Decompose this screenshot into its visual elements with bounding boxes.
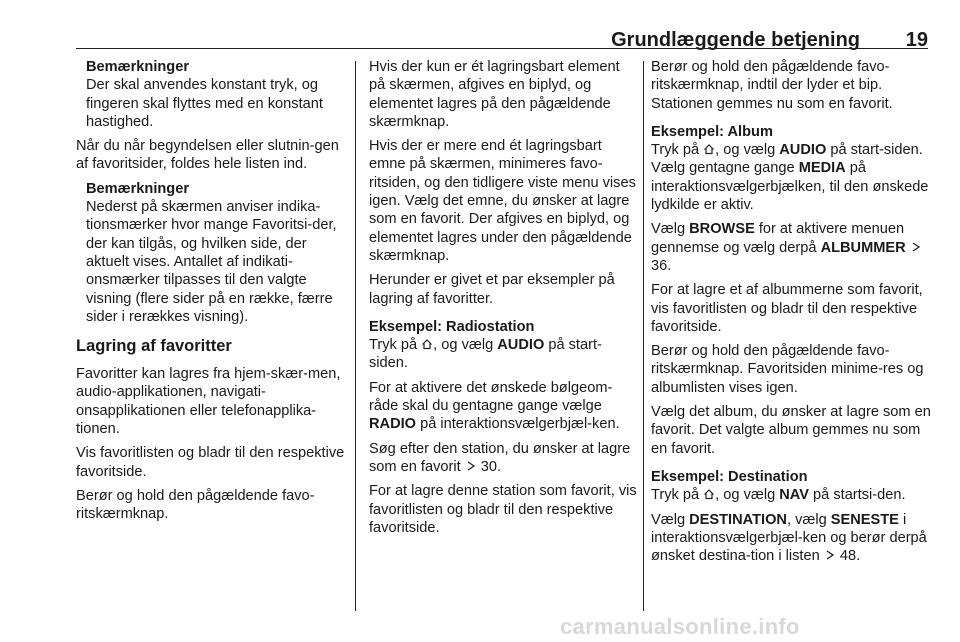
paragraph: Når du når begyndelsen eller slutnin-gen af favoritsider, foldes hele listen ind. (76, 138, 339, 173)
note-box (76, 180, 352, 326)
page-reference-arrow-icon (824, 549, 836, 561)
home-icon (421, 338, 433, 350)
note-text: Nederst på skærmen anviser indika-tionsmærker hvor mange Favoritsi-der, der kan tilgås, og hvilken side, der aktuelt vises. Antallet af indikati-onsmærker tilpasses til den valgte visning (flere sider på en række, færre sider i rerækkes visning). (86, 199, 337, 325)
paragraph: Berør og hold den pågældende favo-ritskærmknap. (76, 487, 315, 523)
note-heading: Bemærkninger (86, 59, 189, 75)
column-divider-2 (643, 61, 644, 611)
paragraph: Vælg DESTINATION, vælg SENESTE i interaktionsvælgerbjæl-ken og berør derpå ønsket destina-tion i listen 48. (651, 511, 927, 565)
page-reference[interactable]: 48. (839, 548, 861, 565)
column-2 (369, 58, 639, 543)
paragraph: Berør og hold den pågældende favo-ritskærmknap, indtil der lyder et bip. Stationen gemmes nu som en favorit. (651, 59, 893, 112)
page-reference-arrow-icon (465, 460, 477, 472)
paragraph: Søg efter den station, du ønsker at lagre som en favorit 30. (369, 440, 631, 475)
example-heading: Eksempel: Radiostation (369, 318, 535, 335)
paragraph: For at lagre et af albummerne som favorit, vis favoritlisten og bladr til den respektive favoritside. (651, 282, 923, 335)
note-heading: Bemærkninger (86, 180, 189, 197)
page-header-title: Grundlæggende betjening (611, 29, 860, 51)
home-icon (703, 143, 715, 155)
paragraph: Hvis der kun er ét lagringsbart element på skærmen, afgives en biplyd, og elementet lagres på den pågældende skærmknap. (369, 59, 620, 130)
paragraph: Tryk på , og vælg NAV på startsi-den. (651, 487, 906, 504)
home-icon (703, 488, 715, 500)
paragraph: Herunder er givet et par eksempler på lagring af favoritter. (369, 272, 615, 307)
column-divider-1 (355, 61, 356, 611)
page-reference[interactable]: 30. (480, 458, 502, 475)
example-heading: Eksempel: Destination (651, 468, 808, 485)
note-box (76, 58, 352, 131)
paragraph: Hvis der er mere end ét lagringsbart emne på skærmen, minimeres favo-ritsiden, og den tidligere viste menu vises igen. Vælg det emne, du ønsker at lagre som en favorit. Der afgives en biplyd, og elementet lagres under den pågældende skærmknap. (369, 138, 636, 264)
page-reference[interactable]: 36. (651, 257, 672, 274)
paragraph: For at aktivere det ønskede bølgeom-råde skal du gentagne gange vælge RADIO på interaktionsvælgerbjæl-ken. (369, 379, 620, 433)
watermark: carmanualsonline.info (560, 614, 800, 639)
header-rule (76, 48, 928, 49)
paragraph: For at lagre denne station som favorit, vis favoritlisten og bladr til den respektive favoritside. (369, 483, 637, 536)
paragraph: Vælg det album, du ønsker at lagre som en favorit. Det valgte album gemmes nu som en favorit. (651, 404, 931, 457)
section-heading: Lagring af favoritter (76, 337, 232, 356)
paragraph: Vælg BROWSE for at aktivere menuen gennemse og vælg derpå ALBUMMER 36. (651, 220, 931, 275)
column-3 (651, 58, 931, 571)
paragraph: Tryk på , og vælg AUDIO på start-siden. Vælg gentagne gange MEDIA på interaktionsvælgerbjælken, til den ønskede lydkilde er aktiv. (651, 142, 929, 214)
note-text: Der skal anvendes konstant tryk, og fingeren skal flyttes med en konstant hastighed. (86, 77, 323, 130)
paragraph: Berør og hold den pågældende favo-ritskærmknap. Favoritsiden minime-res og albumlisten vises igen. (651, 343, 924, 396)
column-1 (76, 58, 352, 530)
page-number: 19 (905, 29, 928, 51)
paragraph: Tryk på , og vælg AUDIO på start-siden. (369, 337, 602, 372)
page-reference-arrow-icon (910, 241, 922, 253)
paragraph: Favoritter kan lagres fra hjem-skær-men, audio-applikationen, navigati-onsapplikationen eller telefonapplika-tionen. (76, 366, 341, 438)
paragraph: Vis favoritlisten og bladr til den respektive favoritside. (76, 445, 345, 480)
example-heading: Eksempel: Album (651, 123, 773, 140)
